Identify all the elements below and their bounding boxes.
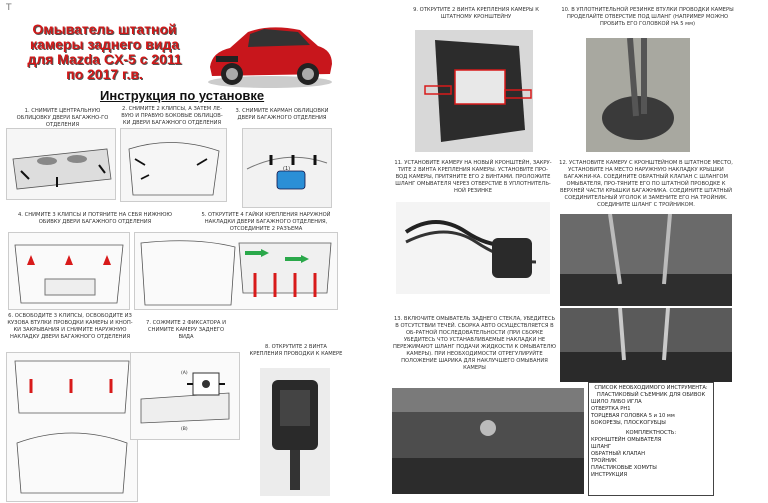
step-12-photo-top xyxy=(560,214,732,306)
step-7-caption: 7. СОЖМИТЕ 2 ФИКСАТОРА И СНИМИТЕ КАМЕРУ ЗАДНЕГО ВИДА xyxy=(146,320,226,340)
step-3-caption: 3. СНИМИТЕ КАРМАН ОБЛИЦОВКИ ДВЕРИ БАГАЖНОГО ОТДЕЛЕНИЯ xyxy=(235,108,329,121)
step-9-photo xyxy=(415,30,533,152)
step-11-caption: 11. УСТАНОВИТЕ КАМЕРУ НА НОВЫЙ КРОНШТЕЙН, ЗАКРУ-ТИТЕ 2 ВИНТА КРЕПЛЕНИЯ КАМЕРЫ. УСТАНОВИТЕ ПРО-ВОД КАМЕРЫ, ПРИТЯНИТЕ ЕГО 2 ВИНТАМИ. ПРОЛОЖИТЕ ШЛАНГ ОМЫВАТЕЛЯ ЧЕРЕЗ ОТВЕРСТИЕ В УПЛОТНИТЕЛЬ-НОЙ РЕЗИНКЕ xyxy=(394,160,552,194)
tool-item: ОТВЕРТКА PH1 xyxy=(591,406,631,412)
step-11-photo xyxy=(396,202,550,294)
step-6-diagram xyxy=(6,352,138,502)
kit-heading: КОМПЛЕКТНОСТЬ: xyxy=(625,430,677,436)
step-1-caption: 1. СНИМИТЕ ЦЕНТРАЛЬНУЮ ОБЛИЦОВКУ ДВЕРИ БАГАЖНО-ГО ОТДЕЛЕНИЯ xyxy=(16,108,109,128)
step-4-caption: 4. СНИМИТЕ 3 КЛИПСЫ И ПОТЯНИТЕ НА СЕБЯ НИЖНЮЮ ОБИВКУ ДВЕРИ БАГАЖНОГО ОТДЕЛЕНИЯ xyxy=(17,212,173,225)
step-13-caption: 13. ВКЛЮЧИТЕ ОМЫВАТЕЛЬ ЗАДНЕГО СТЕКЛА, УБЕДИТЕСЬ В ОТСУТСТВИИ ТЕЧЕЙ. СБОРКА АВТО ОСУЩЕСТВЛЯЕТСЯ В ОБ-РАТНОЙ ПОСЛЕДОВАТЕЛЬНОСТИ (ПРИ СБОРКЕ УБЕДИТЕСЬ ЧТО УСТАНАВЛИВАЕМЫЕ НАКЛАДКИ НЕ ПЕРЕЖИМАЮТ ШЛАНГ ПОДАЧИ ЖИДКОСТИ К ОМЫВАТЕЛЮ КАМЕРЫ). ПРИ НЕОБХОДИМОСТИ ОТРЕГУЛИРУЙТЕ ПОЛОЖЕНИЕ ШАРИКА ДЛЯ НАКЛУЧШЕГО ОМЫВАНИЯ КАМЕРЫ xyxy=(392,316,556,371)
step-5-caption: 5. ОТКРУТИТЕ 4 ГАЙКИ КРЕПЛЕНИЯ НАРУЖНОЙ НАКЛАДКИ ДВЕРИ БАГАЖНОГО ОТДЕЛЕНИЯ, ОТСОЕДИНИТЕ 2 РАЗЪЕМА xyxy=(201,212,331,232)
step-8-caption: 8. ОТКРУТИТЕ 2 ВИНТА КРЕПЛЕНИЯ ПРОВОДКИ К КАМЕРЕ xyxy=(249,344,343,357)
step-12-caption: 12. УСТАНОВИТЕ КАМЕРУ С КРОНШТЕЙНОМ В ШТАТНОЕ МЕСТО, УСТАНОВИТЕ НА МЕСТО НАРУЖНУЮ НАКЛАДКУ КРЫШКИ БАГАЖНИ-КА. СОЕДИНИТЕ ОБРАТНЫЙ КЛАПАН С ШЛАНГОМ ОМЫВАТЕЛЯ, ПРО-ТЯНИТЕ ЕГО ПО ШТАТНОЙ ПРОВОДКЕ К ВЕРХНЕЙ ЧАСТИ КРЫШКИ БАГАЖНИКА. СОЕДИНИТЕ ШТАТНЫЙ СОЕДИНИТЕЛЬНЫЙ УГОЛОК И ЗАМЕНИТЕ ЕГО НА ТРОЙНИК. СОЕДИНИТЕ ШЛАНГ С ТРОЙНИКОМ. xyxy=(559,160,733,208)
document-title: Омыватель штатной камеры заднего вида для Mazda CX-5 с 2011 по 2017 г.в. xyxy=(27,21,182,82)
callout-a-label: (A) xyxy=(181,371,188,376)
kit-item: КРОНШТЕЙН ОМЫВАТЕЛЯ xyxy=(591,437,662,443)
kit-item: ИНСТРУКЦИЯ xyxy=(591,472,628,478)
kit-item: ПЛАСТИКОВЫЕ ХОМУТЫ xyxy=(591,465,657,471)
tool-item: БОКОРЕЗЫ, ПЛОСКОГУБЦЫ xyxy=(591,420,666,426)
tool-item: ПЛАСТИКОВЫЙ СЪЕМНИК ДЛЯ ОБИВОК xyxy=(596,392,706,398)
callout-1-label: (1) xyxy=(283,166,291,172)
step-2-caption: 2. СНИМИТЕ 2 КЛИПСЫ, А ЗАТЕМ ЛЕ-ВУЮ И ПРАВУЮ БОКОВЫЕ ОБЛИЦОВ-КИ ДВЕРИ БАГАЖНОГО ОТДЕЛЕНИЯ xyxy=(121,106,223,126)
step-10-caption: 10. В УПЛОТНИТЕЛЬНОЙ РЕЗИНКЕ ВТУЛКИ ПРОВОДКИ КАМЕРЫ ПРОДЕЛАЙТЕ ОТВЕРСТИЕ ПОД ШЛАНГ (НАПРИМЕР МОЖНО ПРОБИТЬ ЕГО ГОЛОВКОЙ НА 5 мм) xyxy=(561,7,734,27)
callout-b-label: (B) xyxy=(181,427,188,432)
step-9-caption: 9. ОТКРУТИТЕ 2 ВИНТА КРЕПЛЕНИЯ КАМЕРЫ К ШТАТНОМУ КРОНШТЕЙНУ xyxy=(413,7,539,20)
tools-heading: СПИСОК НЕОБХОДИМОГО ИНСТРУМЕНТА: xyxy=(594,385,708,391)
step-2-diagram xyxy=(120,128,227,202)
tool-item: ШИЛО ЛИБО ИГЛА xyxy=(591,399,642,405)
step-6-caption: 6. ОСВОБОДИТЕ 3 КЛИПСЫ, ОСВОБОДИТЕ ИЗ КУЗОВА ВТУЛКИ ПРОВОДКИ КАМЕРЫ И КНОП-КИ ЗАКРЫВАНИЯ И СНИМИТЕ НАРУЖНУЮ НАКЛАДКУ ДВЕРИ БАГАЖНОГО ОТДЕЛЕНИЯ xyxy=(7,313,133,340)
kit-item: ТРОЙНИК xyxy=(591,458,617,464)
kit-item: ОБРАТНЫЙ КЛАПАН xyxy=(591,451,645,457)
tools-and-kit-box xyxy=(588,382,714,496)
step-1-diagram xyxy=(6,128,116,200)
kit-item: ШЛАНГ xyxy=(591,444,612,450)
red-arrow-icon xyxy=(103,255,111,265)
red-arrow-icon xyxy=(27,255,35,265)
instruction-heading: Инструкция по установке xyxy=(100,88,265,103)
corner-mark: T xyxy=(6,3,12,13)
step-10-photo xyxy=(586,38,690,152)
step-13-photo xyxy=(392,388,584,494)
step-4-diagram xyxy=(8,232,130,310)
car-photo xyxy=(200,12,340,92)
step-12-photo-bottom xyxy=(560,308,732,382)
tool-item: ТОРЦЕВАЯ ГОЛОВКА 5 и 10 мм xyxy=(591,413,675,419)
step-7-diagram xyxy=(130,352,240,440)
red-arrow-icon xyxy=(65,255,73,265)
step-5-diagram xyxy=(134,232,338,310)
step-8-photo xyxy=(260,368,330,496)
step-3-diagram xyxy=(242,128,332,208)
